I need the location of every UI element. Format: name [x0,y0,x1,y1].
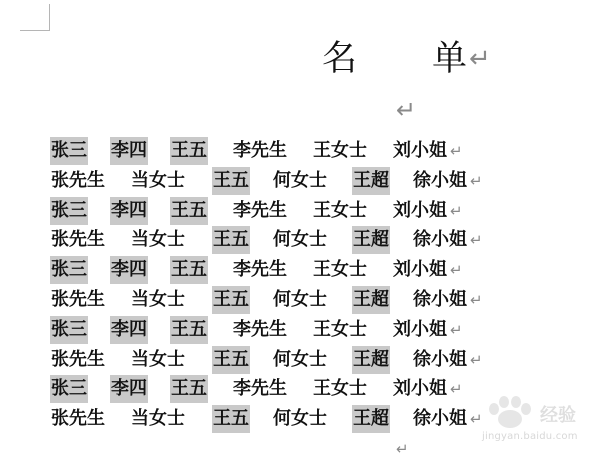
paw-logo-icon [480,395,540,431]
highlighted-name: 张三 [50,256,88,284]
name-text: 徐小姐 [413,288,467,310]
name-text: 当女士 [131,229,185,251]
list-row[interactable] [50,137,490,167]
watermark-brand: 经验 [540,405,576,426]
list-row[interactable] [50,256,490,286]
highlighted-name: 李四 [110,256,148,284]
name-text: 张先生 [51,408,105,430]
paragraph-mark-icon: ↵ [470,290,483,309]
name-text: 李先生 [233,259,287,281]
highlighted-name: 王超 [352,405,390,433]
list-row[interactable] [50,197,490,227]
baidu-jingyan-watermark [480,395,605,445]
name-text: 徐小姐 [413,408,467,430]
name-text: 何女士 [273,169,327,191]
highlighted-name: 李四 [110,137,148,165]
paragraph-mark-icon: ↵ [469,44,491,74]
name-text: 王女士 [313,259,367,281]
title-char-1: 名 [322,39,358,79]
name-text: 张先生 [51,348,105,370]
name-text: 何女士 [273,288,327,310]
highlighted-name: 王五 [170,256,208,284]
name-text: 王女士 [313,199,367,221]
highlighted-name: 张三 [50,197,88,225]
highlighted-name: 王超 [352,226,390,254]
paragraph-mark-icon: ↵ [470,410,483,429]
name-text: 何女士 [273,348,327,370]
highlighted-name: 王五 [170,375,208,403]
name-text: 当女士 [131,348,185,370]
list-row[interactable] [50,405,490,435]
highlighted-name: 张三 [50,137,88,165]
name-text: 张先生 [51,288,105,310]
name-text: 王女士 [313,140,367,161]
list-row[interactable] [50,375,490,405]
page-margin-corner-mark [20,4,50,31]
name-text: 何女士 [273,408,327,430]
name-text: 李先生 [233,199,287,221]
highlighted-name: 王五 [212,226,250,254]
list-row[interactable] [50,346,490,376]
final-paragraph-mark-icon: ↵ [396,440,409,458]
paragraph-mark-icon: ↵ [470,171,483,190]
name-list[interactable] [50,137,490,435]
highlighted-name: 王五 [170,197,208,225]
paragraph-mark-icon: ↵ [470,350,483,369]
highlighted-name: 王超 [352,346,390,374]
highlighted-name: 王五 [212,346,250,374]
highlighted-name: 王五 [170,137,208,165]
highlighted-name: 王五 [170,316,208,344]
highlighted-name: 张三 [50,316,88,344]
highlighted-name: 王五 [212,405,250,433]
paragraph-mark-icon: ↵ [450,320,463,339]
paragraph-mark-icon: ↵ [450,142,463,160]
name-text: 刘小姐 [393,259,447,281]
title-char-2: 单 [432,39,468,79]
highlighted-name: 王超 [352,286,390,314]
name-text: 徐小姐 [413,229,467,251]
name-text: 张先生 [51,229,105,251]
name-text: 刘小姐 [393,378,447,400]
highlighted-name: 李四 [110,316,148,344]
watermark-url: jingyan.baidu.com [482,431,578,442]
document-title[interactable] [322,36,491,82]
name-text: 王女士 [313,378,367,400]
name-text: 李先生 [233,140,287,161]
highlighted-name: 王超 [352,167,390,195]
name-text: 当女士 [131,288,185,310]
highlighted-name: 李四 [110,375,148,403]
name-text: 刘小姐 [393,318,447,340]
list-row[interactable] [50,316,490,346]
name-text: 李先生 [233,378,287,400]
highlighted-name: 王五 [212,286,250,314]
name-text: 当女士 [131,408,185,430]
name-text: 徐小姐 [413,348,467,370]
name-text: 李先生 [233,318,287,340]
empty-paragraph-mark-icon: ↵ [396,96,417,124]
name-text: 徐小姐 [413,169,467,191]
name-text: 张先生 [51,169,105,191]
name-text: 何女士 [273,229,327,251]
name-text: 当女士 [131,169,185,191]
paragraph-mark-icon: ↵ [450,261,463,280]
highlighted-name: 张三 [50,375,88,403]
paragraph-mark-icon: ↵ [450,380,463,399]
paragraph-mark-icon: ↵ [470,231,483,250]
list-row[interactable] [50,226,490,256]
highlighted-name: 李四 [110,197,148,225]
name-text: 刘小姐 [393,140,447,161]
paragraph-mark-icon: ↵ [450,201,463,220]
list-row[interactable] [50,286,490,316]
highlighted-name: 王五 [212,167,250,195]
list-row[interactable] [50,167,490,197]
name-text: 王女士 [313,318,367,340]
name-text: 刘小姐 [393,199,447,221]
